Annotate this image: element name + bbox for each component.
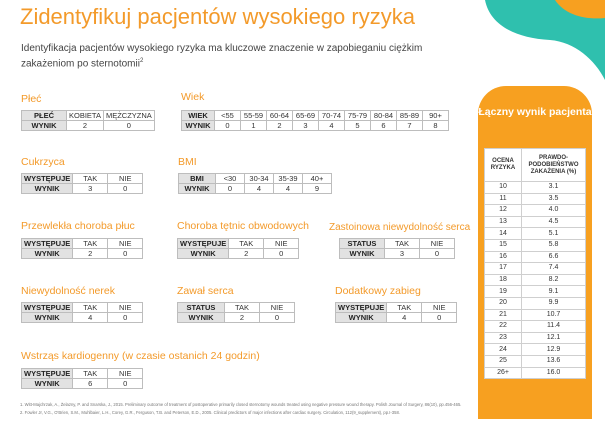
subtitle-reference: 2 xyxy=(139,58,144,64)
table-cell: 6 xyxy=(371,121,397,131)
risk-row xyxy=(485,182,586,194)
risk-probability-cell: 3.1 xyxy=(522,182,586,194)
table-cell: 7 xyxy=(397,121,423,131)
table-cell: 0 xyxy=(422,313,457,323)
table-header-cell: WYSTĘPUJE xyxy=(178,239,229,249)
risk-probability-cell: 6.6 xyxy=(522,251,586,263)
table-col-header: NIE xyxy=(420,239,455,249)
risk-score-cell: 23 xyxy=(485,332,522,344)
table-col-header: TAK xyxy=(225,303,260,313)
section-label-wiek: Wiek xyxy=(181,91,205,103)
risk-score-cell: 10 xyxy=(485,182,522,194)
table-col-header: TAK xyxy=(387,303,422,313)
table-cell: 5 xyxy=(345,121,371,131)
section-label-nerki: Niewydolność nerek xyxy=(21,285,115,297)
table-cell: 4 xyxy=(73,313,108,323)
table-cell: 2 xyxy=(225,313,260,323)
table-col-header: TAK xyxy=(73,239,108,249)
table-header-cell: STATUS xyxy=(340,239,385,249)
table-col-header: 30-34 xyxy=(245,174,274,184)
table-col-header: 70-74 xyxy=(319,111,345,121)
footnote-2: 2. Fowler Jr, V.G., O'Brien, S.M., Muhlbaier, L.H., Corey, G.R., Ferguson, T.B. and Peterson, E.D., 2005. Clinical predictors of major infections after cardiac surgery. Circulation, 112(9_supplement), pp.I-358. xyxy=(20,410,400,415)
table-cell: 4 xyxy=(319,121,345,131)
table-zawal xyxy=(177,302,295,323)
risk-probability-cell: 11.4 xyxy=(522,321,586,333)
section-label-wstrzas: Wstrząs kardiogenny (w czasie ostanich 24 godzin) xyxy=(21,350,260,362)
risk-score-cell: 19 xyxy=(485,286,522,298)
risk-probability-cell: 7.4 xyxy=(522,263,586,275)
risk-score-cell: 26+ xyxy=(485,367,522,379)
table-header-cell: STATUS xyxy=(178,303,225,313)
table-cell: 2 xyxy=(73,249,108,259)
table-cell: 3 xyxy=(293,121,319,131)
table-header-cell: WYSTĘPUJE xyxy=(22,174,73,184)
section-label-pluca: Przewlekła choroba płuc xyxy=(21,220,135,232)
section-label-bmi: BMI xyxy=(178,156,197,168)
table-header-cell: WIEK xyxy=(182,111,215,121)
risk-score-cell: 13 xyxy=(485,216,522,228)
table-col-header: NIE xyxy=(260,303,295,313)
table-col-header: NIE xyxy=(108,369,143,379)
table-row-header: WYNIK xyxy=(340,249,385,259)
table-cell: 0 xyxy=(108,379,143,389)
table-col-header: TAK xyxy=(73,174,108,184)
risk-probability-cell: 5.8 xyxy=(522,239,586,251)
table-cell: 0 xyxy=(108,313,143,323)
risk-probability-cell: 4.0 xyxy=(522,205,586,217)
risk-probability-cell: 12.1 xyxy=(522,332,586,344)
risk-row xyxy=(485,205,586,217)
risk-probability-cell: 4.5 xyxy=(522,216,586,228)
table-col-header: 55-59 xyxy=(241,111,267,121)
table-cell: 0 xyxy=(108,184,143,194)
table-zabieg xyxy=(335,302,457,323)
table-header-cell: BMI xyxy=(179,174,216,184)
risk-row xyxy=(485,193,586,205)
table-cell: 4 xyxy=(387,313,422,323)
section-label-plec: Płeć xyxy=(21,93,42,105)
table-nerki xyxy=(21,302,143,323)
risk-score-cell: 24 xyxy=(485,344,522,356)
section-label-serce: Zastoinowa niewydolność serca xyxy=(329,222,471,233)
section-label-cukrzyca: Cukrzyca xyxy=(21,156,65,168)
table-row-header: WYNIK xyxy=(179,184,216,194)
table-cell: 6 xyxy=(73,379,108,389)
table-cell: 1 xyxy=(241,121,267,131)
table-header-cell: WYSTĘPUJE xyxy=(22,239,73,249)
risk-row xyxy=(485,297,586,309)
risk-score-cell: 15 xyxy=(485,239,522,251)
risk-row xyxy=(485,239,586,251)
risk-row xyxy=(485,355,586,367)
table-col-header: 85-89 xyxy=(397,111,423,121)
table-col-header: 60-64 xyxy=(267,111,293,121)
table-cell: 4 xyxy=(274,184,303,194)
table-pluca xyxy=(21,238,143,259)
risk-row xyxy=(485,367,586,379)
section-label-zabieg: Dodatkowy zabieg xyxy=(335,285,421,297)
risk-row xyxy=(485,321,586,333)
table-col-header: <30 xyxy=(216,174,245,184)
risk-probability-cell: 13.6 xyxy=(522,355,586,367)
risk-score-cell: 20 xyxy=(485,297,522,309)
risk-row xyxy=(485,263,586,275)
risk-score-cell: 21 xyxy=(485,309,522,321)
table-cell: 2 xyxy=(67,121,104,131)
page-title: Zidentyfikuj pacjentów wysokiego ryzyka xyxy=(20,4,415,29)
table-col-header: MĘŻCZYZNA xyxy=(103,111,154,121)
table-row-header: WYNIK xyxy=(182,121,215,131)
risk-probability-cell: 9.9 xyxy=(522,297,586,309)
table-cell: 3 xyxy=(385,249,420,259)
table-wstrzas xyxy=(21,368,143,389)
table-cell: 4 xyxy=(245,184,274,194)
risk-row xyxy=(485,309,586,321)
risk-probability-cell: 12.9 xyxy=(522,344,586,356)
table-cukrzyca xyxy=(21,173,143,194)
risk-score-cell: 16 xyxy=(485,251,522,263)
section-label-tetnice: Choroba tętnic obwodowych xyxy=(177,220,309,232)
table-col-header: KOBIETA xyxy=(67,111,104,121)
table-cell: 0 xyxy=(215,121,241,131)
risk-row xyxy=(485,228,586,240)
table-cell: 0 xyxy=(420,249,455,259)
table-row-header: WYNIK xyxy=(22,184,73,194)
table-col-header: 75-79 xyxy=(345,111,371,121)
table-wiek xyxy=(181,110,449,131)
corner-decoration-orange xyxy=(520,0,605,60)
table-col-header: NIE xyxy=(108,239,143,249)
table-col-header: TAK xyxy=(385,239,420,249)
risk-row xyxy=(485,274,586,286)
table-col-header: 65-69 xyxy=(293,111,319,121)
section-label-zawal: Zawał serca xyxy=(177,285,234,297)
table-col-header: NIE xyxy=(264,239,299,249)
table-header-cell: WYSTĘPUJE xyxy=(22,369,73,379)
table-col-header: 80-84 xyxy=(371,111,397,121)
table-cell: 0 xyxy=(103,121,154,131)
risk-probability-cell: 3.5 xyxy=(522,193,586,205)
risk-row xyxy=(485,344,586,356)
table-cell: 2 xyxy=(229,249,264,259)
risk-score-cell: 18 xyxy=(485,274,522,286)
table-plec xyxy=(21,110,155,131)
risk-row xyxy=(485,216,586,228)
table-col-header: NIE xyxy=(422,303,457,313)
table-cell: 3 xyxy=(73,184,108,194)
risk-probability-cell: 8.2 xyxy=(522,274,586,286)
table-row-header: WYNIK xyxy=(178,249,229,259)
table-cell: 0 xyxy=(264,249,299,259)
risk-probability-cell: 10.7 xyxy=(522,309,586,321)
risk-probability-cell: 9.1 xyxy=(522,286,586,298)
risk-probability-cell: 5.1 xyxy=(522,228,586,240)
table-col-header: 40+ xyxy=(303,174,332,184)
table-col-header: NIE xyxy=(108,303,143,313)
table-col-header: NIE xyxy=(108,174,143,184)
table-cell: 0 xyxy=(108,249,143,259)
table-col-header: TAK xyxy=(73,303,108,313)
table-tetnice xyxy=(177,238,299,259)
risk-row xyxy=(485,332,586,344)
table-row-header: WYNIK xyxy=(336,313,387,323)
risk-row xyxy=(485,251,586,263)
table-row-header: WYNIK xyxy=(22,121,67,131)
risk-score-cell: 14 xyxy=(485,228,522,240)
table-header-cell: WYSTĘPUJE xyxy=(22,303,73,313)
table-col-header: <55 xyxy=(215,111,241,121)
risk-score-cell: 12 xyxy=(485,205,522,217)
risk-row xyxy=(485,286,586,298)
table-col-header: TAK xyxy=(73,369,108,379)
risk-score-cell: 22 xyxy=(485,321,522,333)
risk-probability-cell: 16.0 xyxy=(522,367,586,379)
table-bmi xyxy=(178,173,332,194)
table-cell: 8 xyxy=(423,121,449,131)
table-row-header: WYNIK xyxy=(178,313,225,323)
footnote-1: 1. Witt-Majchrzak, A., Żelazny, P. and Snarska, J., 2015. Preliminary outcome of treatment of postoperative primarily closed sternotomy wounds treated using negative pressure wound therapy. Polish Journal of Surgery, 86(10), pp.456-465. xyxy=(20,402,462,407)
risk-panel-title: Łączny wynik pacjenta xyxy=(478,106,592,118)
risk-score-cell: 17 xyxy=(485,263,522,275)
risk-score-cell: 11 xyxy=(485,193,522,205)
table-serce xyxy=(339,238,455,259)
table-cell: 0 xyxy=(216,184,245,194)
table-row-header: WYNIK xyxy=(22,313,73,323)
table-col-header: 90+ xyxy=(423,111,449,121)
table-col-header: TAK xyxy=(229,239,264,249)
table-col-header: 35-39 xyxy=(274,174,303,184)
table-row-header: WYNIK xyxy=(22,249,73,259)
table-cell: 0 xyxy=(260,313,295,323)
page-subtitle: Identyfikacja pacjentów wysokiego ryzyka ma kluczowe znaczenie w zapobieganiu ciężkim zakażeniom po sternotomii$^2$ xyxy=(21,43,423,70)
risk-header-score: OCENA RYZYKA xyxy=(485,149,522,182)
table-cell: 2 xyxy=(267,121,293,131)
risk-header-probability: PRAWDO- PODOBIEŃSTWO ZAKAŻENIA (%) xyxy=(522,149,586,182)
risk-table xyxy=(484,148,586,379)
table-header-cell: WYSTĘPUJE xyxy=(336,303,387,313)
risk-score-cell: 25 xyxy=(485,355,522,367)
table-row-header: WYNIK xyxy=(22,379,73,389)
table-header-cell: PŁEĆ xyxy=(22,111,67,121)
table-cell: 9 xyxy=(303,184,332,194)
